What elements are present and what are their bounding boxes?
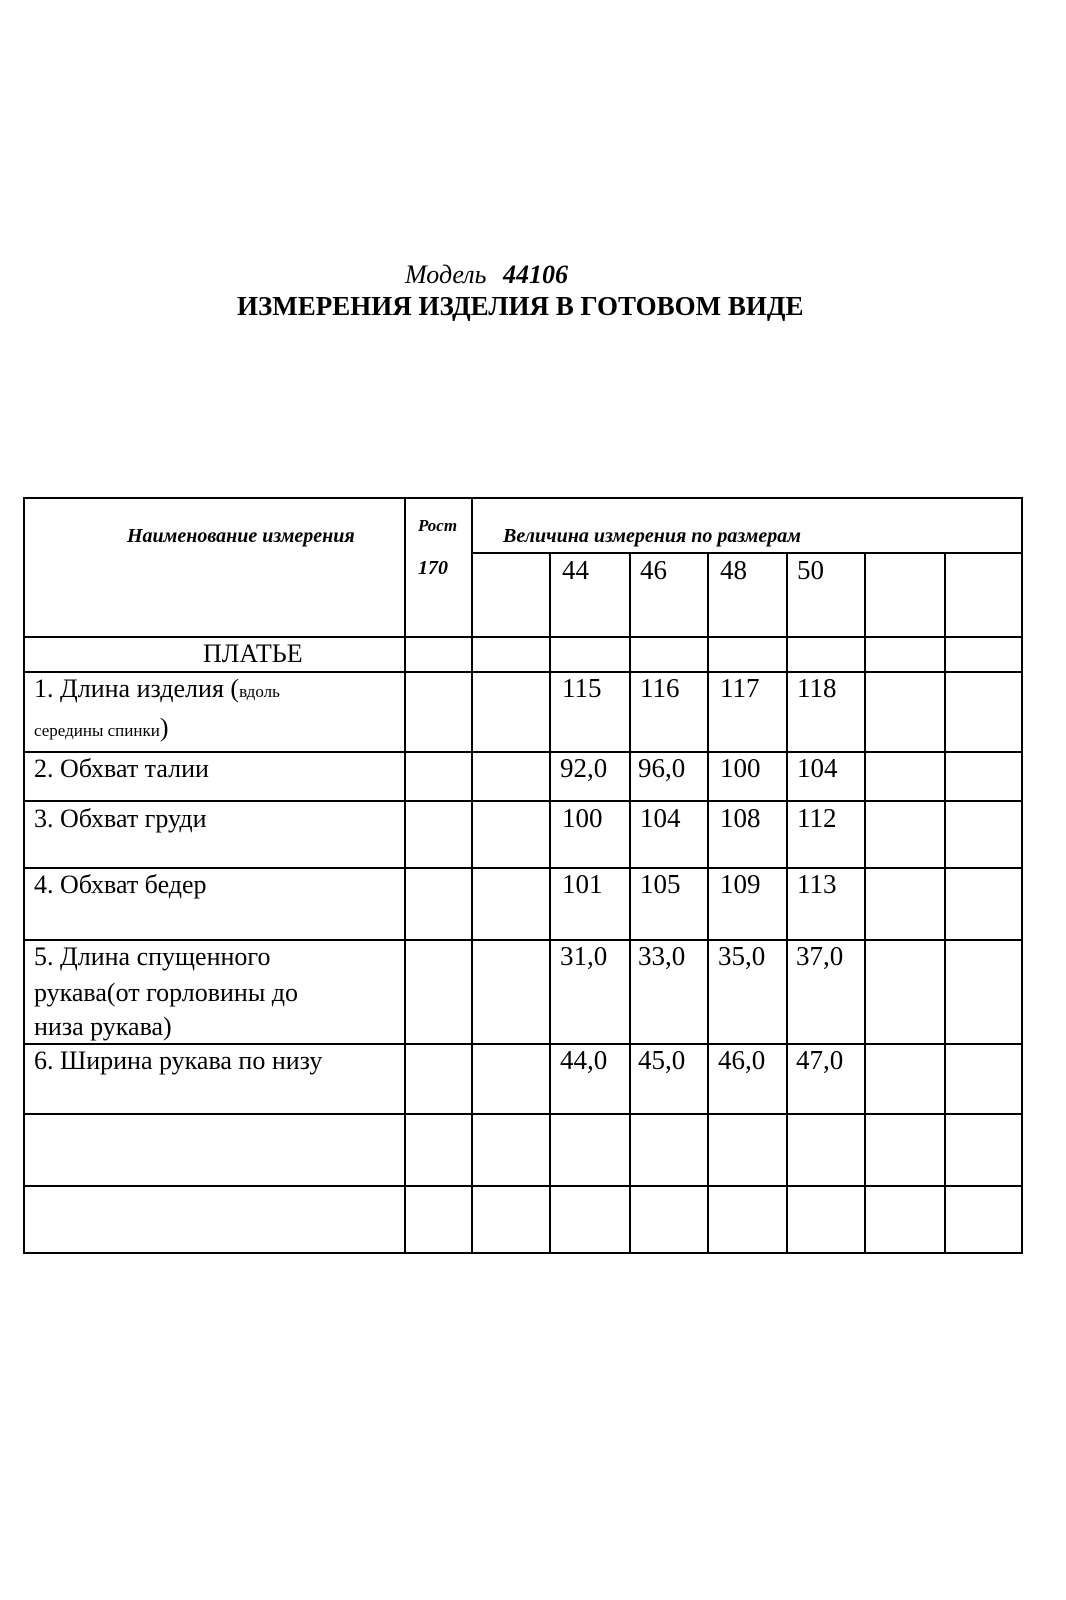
- row-5-name: 5. Длина спущенного: [34, 942, 271, 971]
- row-1-name: [34, 676, 280, 702]
- row-5-value-50: 37,0: [796, 941, 844, 971]
- row-1-value-50: 118: [797, 673, 837, 703]
- row-1-name-line2-text: середины спинки: [34, 721, 160, 740]
- row-2-value-44: 92,0: [560, 753, 608, 783]
- row-6-value-50: 47,0: [796, 1045, 844, 1075]
- row-3-value-50: 112: [797, 803, 837, 833]
- row-2-value-46: 96,0: [638, 753, 686, 783]
- model-number: 44106: [502, 260, 568, 289]
- row-5-name-line3: низа рукава): [34, 1012, 172, 1041]
- row-5-value-44: 31,0: [560, 941, 608, 971]
- row-3-value-44: 100: [562, 803, 603, 833]
- sizes-header: Величина измерения по размерам: [503, 525, 801, 547]
- row-4-value-46: 105: [640, 869, 681, 899]
- row-1-name-line2-end: ): [159, 713, 169, 742]
- row-6-value-46: 45,0: [638, 1045, 686, 1075]
- height-value: 170: [418, 557, 448, 579]
- row-1-name-small: вдоль: [239, 682, 280, 701]
- col-name-header: Наименование измерения: [127, 525, 355, 547]
- row-6-value-48: 46,0: [718, 1045, 766, 1075]
- model-line: [405, 260, 568, 290]
- height-header: Рост: [418, 516, 458, 535]
- model-label: Модель: [405, 260, 487, 289]
- row-1-name-main: 1. Длина изделия (: [34, 674, 240, 703]
- row-1-value-46: 116: [640, 673, 680, 703]
- size-46: 46: [640, 555, 667, 585]
- row-1-name-line2: [34, 715, 169, 741]
- row-5-value-48: 35,0: [718, 941, 766, 971]
- row-5-value-46: 33,0: [638, 941, 686, 971]
- section-title: ПЛАТЬЕ: [203, 639, 303, 668]
- size-48: 48: [720, 555, 747, 585]
- row-4-value-50: 113: [797, 869, 837, 899]
- row-2-value-48: 100: [720, 753, 761, 783]
- row-5-name-line2: рукава(от горловины до: [34, 978, 299, 1007]
- row-4-value-48: 109: [720, 869, 761, 899]
- row-1-value-48: 117: [720, 673, 760, 703]
- row-6-name: 6. Ширина рукава по низу: [34, 1046, 323, 1075]
- row-1-value-44: 115: [562, 673, 602, 703]
- row-2-name: 2. Обхват талии: [34, 754, 209, 783]
- row-4-value-44: 101: [562, 869, 603, 899]
- row-3-value-46: 104: [640, 803, 681, 833]
- row-6-value-44: 44,0: [560, 1045, 608, 1075]
- row-2-value-50: 104: [797, 753, 838, 783]
- size-50: 50: [797, 555, 824, 585]
- row-3-value-48: 108: [720, 803, 761, 833]
- row-4-name: 4. Обхват бедер: [34, 870, 207, 899]
- row-3-name: 3. Обхват груди: [34, 804, 207, 833]
- page-title: ИЗМЕРЕНИЯ ИЗДЕЛИЯ В ГОТОВОМ ВИДЕ: [237, 291, 804, 321]
- size-44: 44: [562, 555, 589, 585]
